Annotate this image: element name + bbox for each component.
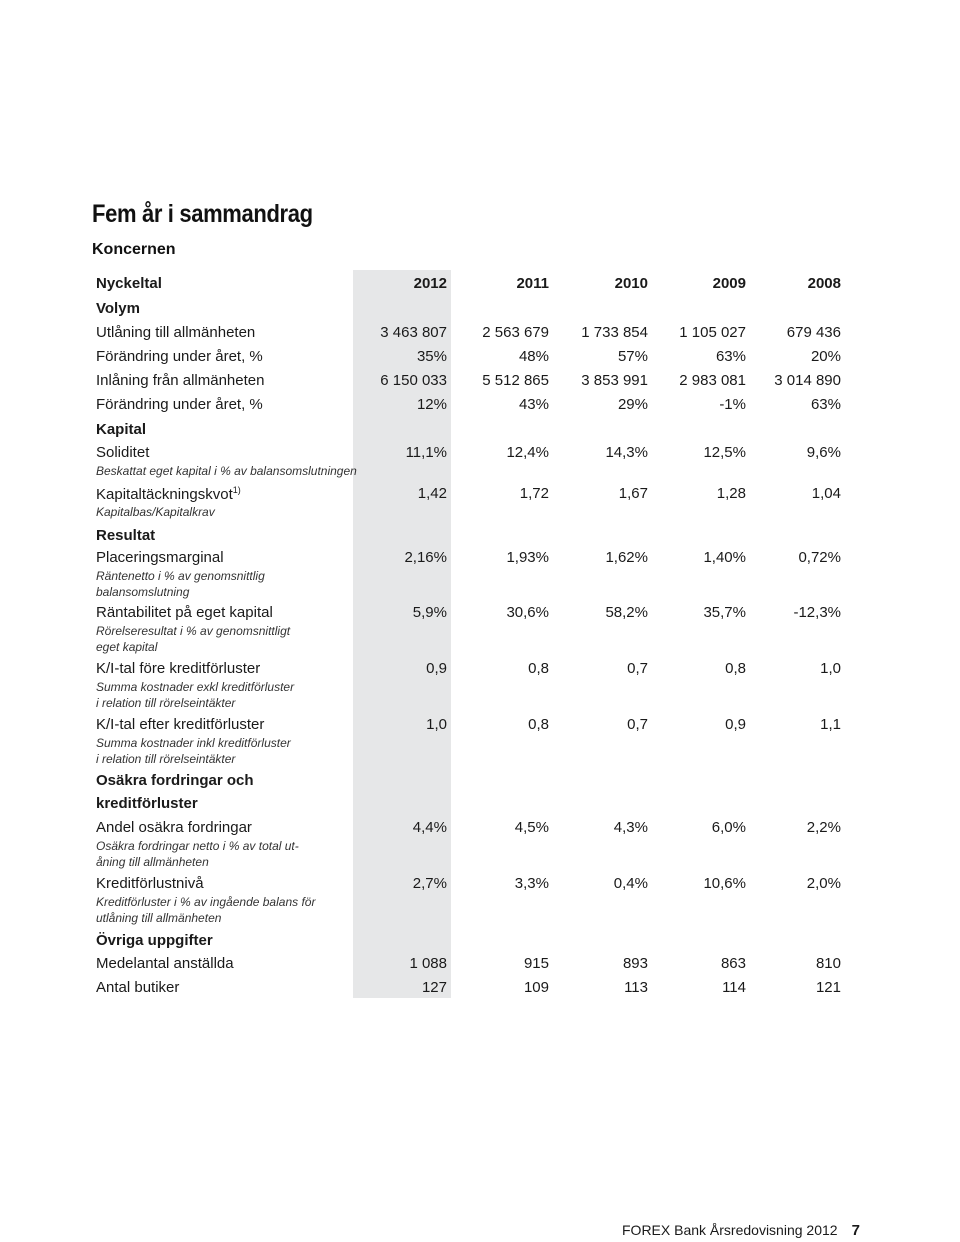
cell-value: 4,5%	[514, 819, 549, 836]
section-ovriga: Övriga uppgifter	[96, 932, 213, 949]
row-note: Räntenetto i % av genomsnittlig	[96, 569, 265, 583]
cell-value: 113	[624, 979, 648, 996]
cell-value: -12,3%	[793, 604, 841, 621]
row-label-text: Medelantal anställda	[96, 955, 234, 972]
row-label	[96, 955, 234, 972]
cell-value: 14,3%	[605, 444, 648, 461]
row-note: Kreditförluster i % av ingående balans för	[96, 895, 316, 909]
cell-value: 1,67	[618, 485, 648, 502]
cell-value: 2,16%	[404, 549, 447, 566]
row-note: Kapitalbas/Kapitalkrav	[96, 505, 215, 519]
cell-value: 30,6%	[506, 604, 549, 621]
cell-value: 6,0%	[711, 819, 746, 836]
cell-value: 915	[523, 955, 549, 972]
cell-value: 5,9%	[412, 604, 447, 621]
row-note: Beskattat eget kapital i % av balansomslutningen	[96, 464, 357, 478]
section-osakra-line1: Osäkra fordringar och	[96, 772, 254, 789]
row-label	[96, 549, 224, 566]
cell-value: 9,6%	[806, 444, 841, 461]
row-note: i relation till rörelseintäkter	[96, 696, 236, 710]
cell-value: 0,7	[627, 716, 648, 733]
page-footer	[622, 1222, 860, 1239]
cell-value: 1 105 027	[679, 324, 746, 341]
cell-value: 43%	[518, 396, 549, 413]
footnote-marker: 1)	[232, 485, 241, 495]
cell-value: 58,2%	[605, 604, 648, 621]
cell-value: 6 150 033	[380, 372, 447, 389]
cell-value: 3 014 890	[774, 372, 841, 389]
cell-value: 810	[815, 955, 841, 972]
row-label-text: Kapitaltäckningskvot	[96, 486, 233, 503]
section-volym: Volym	[96, 300, 140, 317]
cell-value: 48%	[518, 348, 549, 365]
cell-value: 57%	[617, 348, 648, 365]
cell-value: 1,72	[519, 485, 549, 502]
cell-value: 35,7%	[703, 604, 746, 621]
cell-value: 5 512 865	[482, 372, 549, 389]
row-note: Summa kostnader inkl kreditförluster	[96, 736, 291, 750]
cell-value: 0,4%	[613, 875, 648, 892]
row-label-text: Kreditförlustnivå	[96, 875, 204, 892]
year-header: 2008	[807, 275, 841, 292]
page-number: 7	[851, 1222, 860, 1239]
row-label-text: K/I-tal efter kreditförluster	[96, 716, 265, 733]
cell-value: 29%	[617, 396, 648, 413]
cell-value: 114	[722, 979, 746, 996]
row-label-text: Förändring under året, %	[96, 396, 263, 413]
cell-value: 1,62%	[605, 549, 648, 566]
cell-value: 1,42	[417, 485, 447, 502]
row-label	[96, 372, 264, 389]
cell-value: 10,6%	[703, 875, 746, 892]
cell-value: 1,1	[820, 716, 841, 733]
cell-value: -1%	[719, 396, 746, 413]
page-subtitle: Koncernen	[92, 241, 176, 258]
cell-value: 2,7%	[412, 875, 447, 892]
cell-value: 63%	[810, 396, 841, 413]
cell-value: 0,9	[725, 716, 746, 733]
row-label	[96, 875, 204, 892]
row-note: Rörelseresultat i % av genomsnittligt	[96, 624, 291, 638]
cell-value: 1,93%	[506, 549, 549, 566]
cell-value: 2,0%	[806, 875, 841, 892]
cell-value: 12%	[416, 396, 447, 413]
cell-value: 0,8	[528, 660, 549, 677]
cell-value: 1,0	[820, 660, 841, 677]
row-note: Summa kostnader exkl kreditförluster	[96, 680, 295, 694]
year-header: 2011	[516, 275, 549, 292]
cell-value: 109	[523, 979, 549, 996]
cell-value: 4,4%	[412, 819, 447, 836]
section-kapital: Kapital	[96, 421, 147, 438]
row-label	[96, 716, 264, 733]
cell-value: 3 463 807	[380, 324, 447, 341]
cell-value: 1,0	[426, 716, 447, 733]
row-label-text: Räntabilitet på eget kapital	[96, 604, 273, 621]
cell-value: 0,7	[627, 660, 648, 677]
page-title: Fem år i sammandrag	[92, 200, 313, 228]
row-note: eget kapital	[96, 640, 158, 654]
footer-text: FOREX Bank Årsredovisning 2012	[622, 1222, 838, 1238]
cell-value: 1,04	[811, 485, 841, 502]
row-label	[96, 485, 241, 503]
cell-value: 2 983 081	[679, 372, 746, 389]
row-label-text: Förändring under året, %	[96, 348, 263, 365]
row-note: Osäkra fordringar netto i % av total ut-	[96, 839, 299, 853]
cell-value: 0,72%	[798, 549, 841, 566]
cell-value: 20%	[810, 348, 841, 365]
row-label-text: Soliditet	[96, 444, 150, 461]
cell-value: 863	[720, 955, 746, 972]
cell-value: 12,4%	[506, 444, 549, 461]
row-label	[96, 819, 252, 836]
row-note: utlåning till allmänheten	[96, 911, 222, 925]
cell-value: 3,3%	[514, 875, 549, 892]
section-osakra-line2: kreditförluster	[96, 795, 198, 812]
row-label-text: Antal butiker	[96, 979, 180, 996]
row-label-text: Placeringsmarginal	[96, 549, 224, 566]
row-label	[96, 396, 263, 413]
row-label-text: K/I-tal före kreditförluster	[96, 660, 261, 677]
header-label: Nyckeltal	[96, 275, 162, 292]
cell-value: 1,28	[716, 485, 746, 502]
cell-value: 0,8	[528, 716, 549, 733]
cell-value: 1,40%	[703, 549, 746, 566]
cell-value: 2 563 679	[482, 324, 549, 341]
cell-value: 35%	[416, 348, 447, 365]
row-label	[96, 324, 255, 341]
cell-value: 4,3%	[613, 819, 648, 836]
row-label	[96, 660, 260, 677]
row-label	[96, 604, 273, 621]
cell-value: 0,8	[725, 660, 746, 677]
cell-value: 2,2%	[806, 819, 841, 836]
cell-value: 12,5%	[703, 444, 746, 461]
year-header: 2009	[712, 275, 746, 292]
cell-value: 3 853 991	[581, 372, 648, 389]
section-resultat: Resultat	[96, 527, 156, 544]
year-header: 2010	[614, 275, 648, 292]
row-note: balansomslutning	[96, 585, 190, 599]
cell-value: 11,1%	[405, 444, 447, 461]
row-label-text: Andel osäkra fordringar	[96, 819, 252, 836]
row-label-text: Inlåning från allmänheten	[96, 372, 265, 389]
cell-value: 679 436	[786, 324, 841, 341]
row-note: i relation till rörelseintäkter	[96, 752, 236, 766]
cell-value: 1 088	[409, 955, 447, 972]
cell-value: 1 733 854	[581, 324, 648, 341]
year-header: 2012	[413, 275, 447, 292]
row-label	[96, 979, 179, 996]
row-label-text: Utlåning till allmänheten	[96, 324, 256, 341]
cell-value: 121	[815, 979, 841, 996]
row-label	[96, 348, 263, 365]
cell-value: 893	[622, 955, 648, 972]
cell-value: 63%	[715, 348, 746, 365]
cell-value: 127	[421, 979, 447, 996]
row-note: åning till allmänheten	[96, 855, 209, 869]
cell-value: 0,9	[426, 660, 447, 677]
row-label	[96, 444, 149, 461]
